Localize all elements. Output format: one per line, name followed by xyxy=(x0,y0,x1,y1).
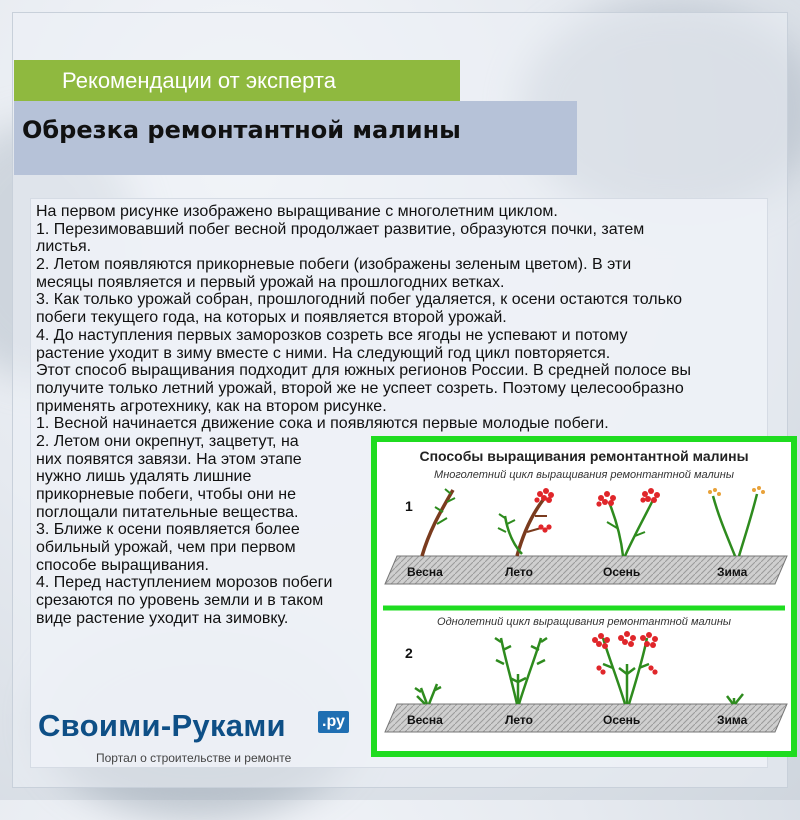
body-text-line: 3. Как только урожай собран, прошлогодний побег удаляется, к осени остаются только xyxy=(36,291,683,309)
body-text-line: побеги текущего года, на которых и появляется второй урожай. xyxy=(36,309,507,327)
plant-winter-2 xyxy=(727,694,743,704)
body-text-line: 2. Летом они окрепнут, зацветут, на xyxy=(36,432,299,450)
body-text-line: обильный урожай, чем при первом xyxy=(36,539,296,557)
body-text-line: Этот способ выращивания подходит для южных регионов России. В средней полосе вы xyxy=(36,362,692,380)
diagram-svg xyxy=(377,442,791,751)
season-label: Осень xyxy=(603,713,641,727)
page-title: Обрезка ремонтантной малины xyxy=(22,116,461,144)
body-text-line: 3. Ближе к осени появляется более xyxy=(36,521,300,539)
site-logo[interactable] xyxy=(38,708,345,765)
body-text-line: 2. Летом появляются прикорневые побеги (изображены зеленым цветом). В эти xyxy=(36,256,632,274)
body-text-line: 1. Перезимовавший побег весной продолжает развитие, образуются почки, затем xyxy=(36,220,645,238)
season-label: Зима xyxy=(717,713,748,727)
plant-autumn-2 xyxy=(592,631,658,704)
body-text-line: применять агротехнику, как на втором рисунке. xyxy=(36,397,387,415)
plant-winter-1 xyxy=(708,486,765,556)
logo-name: Своими-Руками xyxy=(38,708,286,743)
body-text-line: получите только летний урожай, второй же не успеет созреть. Поэтому целесообразно xyxy=(36,379,684,397)
diagram-title: Способы выращивания ремонтантной малины xyxy=(419,448,749,464)
season-label: Лето xyxy=(505,565,533,579)
body-text-line: На первом рисунке изображено выращивание с многолетним циклом. xyxy=(36,203,558,220)
logo-tagline: Портал о строительстве и ремонте xyxy=(96,751,292,765)
season-label: Зима xyxy=(717,565,748,579)
season-label: Весна xyxy=(407,565,443,579)
body-text-line: прикорневые побеги, чтобы они не xyxy=(36,486,297,503)
season-label: Лето xyxy=(505,713,533,727)
cycle2-caption: Однолетний цикл выращивания ремонтантной малины xyxy=(437,616,731,628)
plant-summer-1 xyxy=(498,488,554,556)
body-text-line: месяцы появляется и первый урожай на прошлогодних ветках. xyxy=(36,273,505,291)
plant-autumn-1 xyxy=(596,488,660,556)
body-text-line: срезаются по уровень земли и в таком xyxy=(36,592,324,610)
body-text-line: 4. Перед наступлением морозов побеги xyxy=(36,574,333,592)
season-label: Осень xyxy=(603,565,641,579)
body-text-line: них появятся завязи. На этом этапе xyxy=(36,450,302,468)
body-text-line: виде растение уходит на зимовку. xyxy=(36,609,289,627)
cycle1-caption: Многолетний цикл выращивания ремонтантной малины xyxy=(434,469,734,481)
logo-badge: .ру xyxy=(318,711,349,733)
expert-banner: Рекомендации от эксперта xyxy=(14,60,460,101)
plant-summer-2 xyxy=(495,638,547,704)
cultivation-diagram xyxy=(371,436,797,757)
plant-spring-1 xyxy=(422,489,455,556)
title-box xyxy=(14,101,577,175)
body-text-line: способе выращивания. xyxy=(36,556,209,574)
body-text-line: растение уходит в зиму вместе с ними. На следующий год цикл повторяется. xyxy=(36,344,611,362)
diagram-canvas xyxy=(377,442,791,751)
cycle1-number: 1 xyxy=(405,498,413,514)
body-text-line: поглощали питательные вещества. xyxy=(36,503,299,521)
body-text-line: 4. До наступления первых заморозков созреть все ягоды не успевают и потому xyxy=(36,326,628,344)
body-text-line: листья. xyxy=(36,238,92,256)
body-text-line: нужно лишь удалять лишние xyxy=(36,468,252,486)
cycle2-number: 2 xyxy=(405,645,413,661)
plant-spring-2 xyxy=(415,684,441,704)
season-label: Весна xyxy=(407,713,443,727)
body-text-line: 1. Весной начинается движение сока и появляются первые молодые побеги. xyxy=(36,415,609,433)
